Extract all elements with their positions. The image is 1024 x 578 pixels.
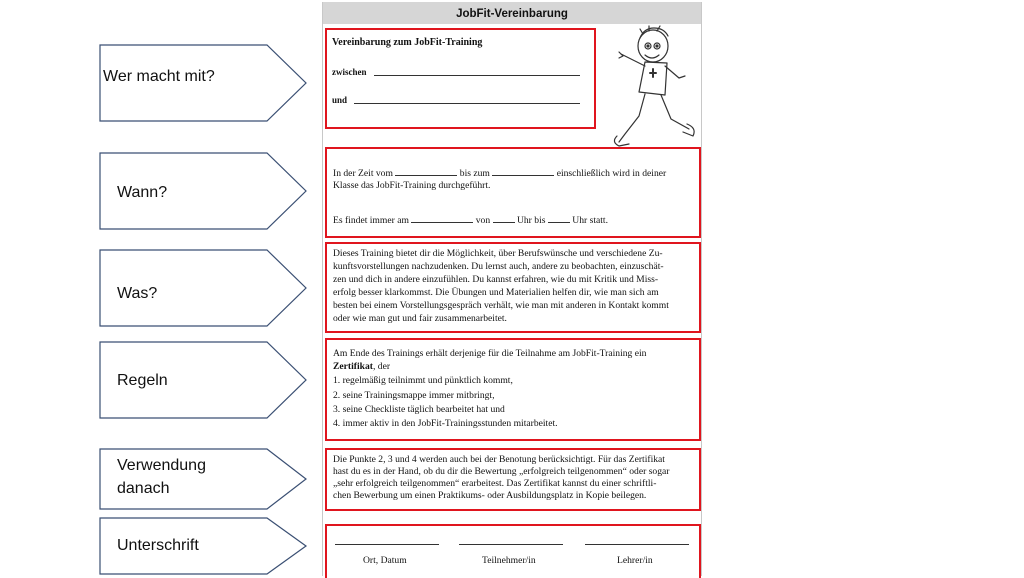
regeln-zertifikat-line — [333, 361, 390, 374]
wann-text-until: bis zum — [459, 168, 490, 179]
verwendung-line-4: chen Bewerbung um einen Praktikums- oder Ausbildungsplatz in Kopie beilegen. — [333, 490, 647, 501]
label-unterschrift: Unterschrift — [117, 537, 199, 554]
wann-text-from: von — [475, 215, 491, 226]
wann-line-3 — [333, 214, 608, 228]
time-blank-from — [493, 214, 515, 223]
signature-line-teilnehmer — [459, 544, 563, 545]
signature-line-lehrer — [585, 544, 689, 545]
label-wann: Wann? — [117, 184, 168, 201]
und-blank-line — [354, 103, 580, 104]
wann-text-to: Uhr bis — [516, 215, 546, 226]
was-line-1: Dieses Training bietet dir die Möglichkeit, über Berufswünsche und verschiedene Zu- — [333, 248, 663, 259]
was-line-5: besten bei einem Vorstellungsgespräch verhält, wie man mit anderen in Kontakt kommt — [333, 300, 669, 311]
ort-datum-caption: Ort, Datum — [363, 555, 407, 566]
date-blank-to — [492, 167, 554, 176]
cartoon-character-illustration — [605, 24, 699, 154]
regeln-item-1: 1. regelmäßig teilnimmt und pünktlich kommt, — [333, 375, 513, 386]
label-regeln: Regeln — [117, 372, 168, 389]
zertifikat-der: , der — [372, 361, 391, 372]
regeln-item-2: 2. seine Trainingsmappe immer mitbringt, — [333, 390, 495, 401]
section-was-box — [325, 242, 701, 333]
was-line-4: erfolg besser klarkommst. Die Übungen und Materialien helfen dir, wie man sich am — [333, 287, 659, 298]
was-line-6: oder wie man gut und fair zusammenarbeitet. — [333, 313, 507, 324]
wann-line-2: Klasse das JobFit-Training durchgeführt. — [333, 180, 491, 191]
was-line-2: kunftsvorstellungen nachzudenken. Du lernst auch, andere zu beobachten, einzuschät- — [333, 261, 664, 272]
agreement-title: Vereinbarung zum JobFit-Training — [332, 37, 483, 48]
wann-text-always: Es findet immer am — [333, 215, 409, 226]
section-wann-box — [325, 147, 701, 238]
time-blank-to — [548, 214, 570, 223]
zwischen-label: zwischen — [332, 67, 367, 77]
day-blank — [411, 214, 473, 223]
label-was: Was? — [117, 285, 158, 302]
teilnehmer-caption: Teilnehmer/in — [482, 555, 536, 566]
section-verwendung-box — [325, 448, 701, 511]
signature-line-ort — [335, 544, 439, 545]
section-unterschrift-box — [325, 524, 701, 578]
document-header: JobFit-Vereinbarung — [323, 2, 701, 24]
label-arrow-unterschrift — [99, 517, 309, 576]
wann-text-end: Uhr statt. — [572, 215, 608, 226]
jobfit-document — [322, 2, 702, 576]
label-arrow-wann — [99, 152, 309, 230]
label-wer: Wer macht mit? — [103, 68, 215, 85]
zwischen-blank-line — [374, 75, 580, 76]
regeln-item-4: 4. immer aktiv in den JobFit-Trainingsstunden mitarbeitet. — [333, 418, 558, 429]
verwendung-line-2: hast du es in der Hand, ob du dir die Bewertung „erfolgreich teilgenommen“ oder sogar — [333, 466, 670, 477]
section-regeln-box — [325, 338, 701, 441]
lehrer-caption: Lehrer/in — [617, 555, 653, 566]
label-arrow-wer — [99, 44, 309, 122]
regeln-item-3: 3. seine Checkliste täglich bearbeitet hat und — [333, 404, 505, 415]
label-verwendung: Verwendung danach — [117, 457, 206, 497]
verwendung-line-3: „sehr erfolgreich teilgenommen“ erarbeitest. Das Zertifikat kannst du einer schriftli- — [333, 478, 657, 489]
label-arrow-was — [99, 249, 309, 327]
date-blank-from — [395, 167, 457, 176]
regeln-intro: Am Ende des Trainings erhält derjenige für die Teilnahme am JobFit-Training ein — [333, 348, 647, 359]
label-arrow-regeln — [99, 341, 309, 419]
section-wer-box — [325, 28, 596, 129]
und-label: und — [332, 95, 348, 105]
wann-text-inclusive: einschließlich wird in deiner — [556, 168, 667, 179]
verwendung-line-1: Die Punkte 2, 3 und 4 werden auch bei der Benotung berücksichtigt. Für das Zertifikat — [333, 454, 665, 465]
label-arrow-verwendung — [99, 448, 309, 510]
wann-line-1 — [333, 167, 666, 181]
was-line-3: zen und dich in andere einzufühlen. Du kannst erfahren, wie du mit Kritik und Miss- — [333, 274, 659, 285]
zertifikat-word: Zertifikat — [333, 361, 373, 372]
wann-text-start: In der Zeit vom — [333, 168, 393, 179]
